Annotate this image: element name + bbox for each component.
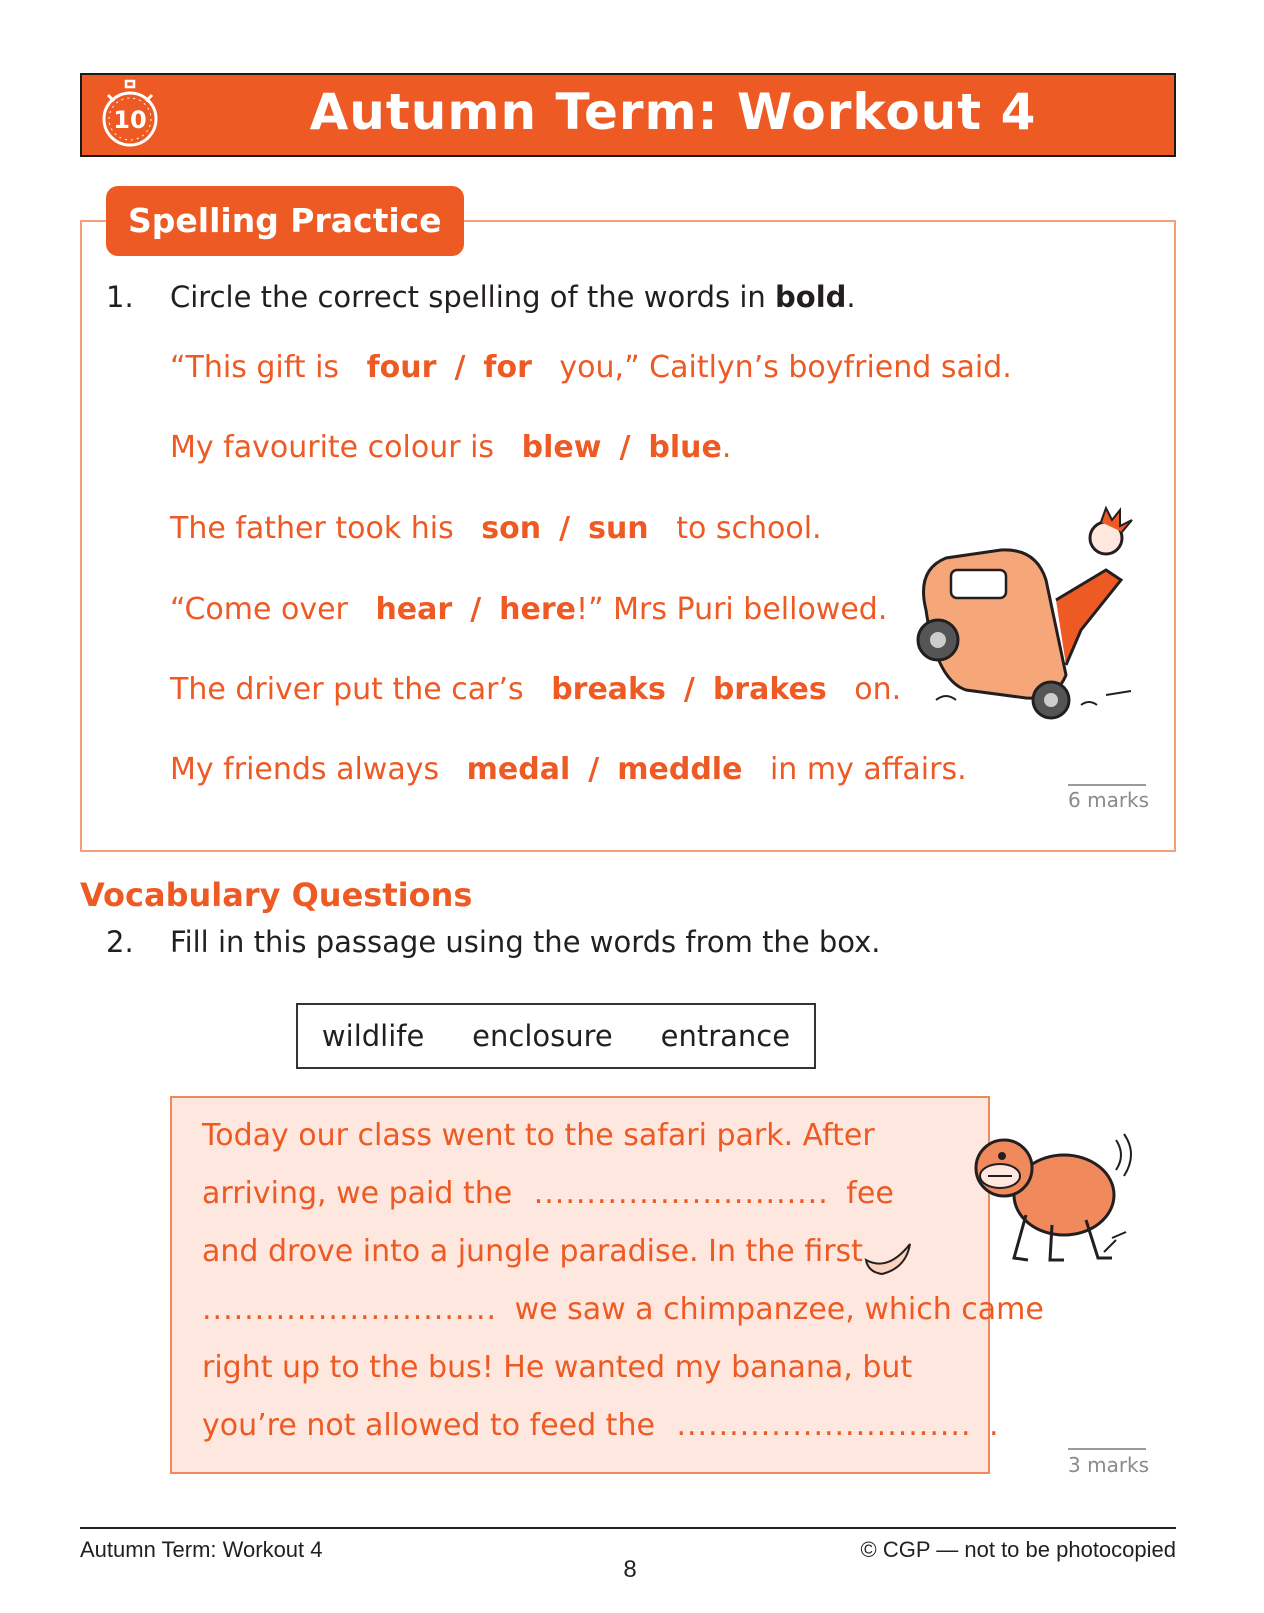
passage-text: we saw a chimpanzee, which came [514,1292,1044,1327]
question-1-number: 1. [106,280,134,314]
instruction-period: . [846,280,856,314]
passage-line-5: right up to the bus! He wanted my banana, but [202,1350,913,1385]
question-1-instruction [170,280,856,314]
passage-text: fee [846,1176,894,1211]
sentence-text: on. [854,672,902,707]
spelling-option-a[interactable]: breaks [551,672,666,707]
spelling-option-b[interactable]: blue [648,430,722,465]
passage-line-6 [202,1408,999,1443]
answer-blank-3[interactable]: ............................ [676,1408,972,1443]
answer-blank-1[interactable]: ............................ [533,1176,829,1211]
option-separator: / [470,592,482,627]
vocabulary-heading: Vocabulary Questions [80,876,473,914]
spelling-option-b[interactable]: brakes [712,672,827,707]
option-separator: / [454,350,466,385]
spelling-option-a[interactable]: four [366,350,437,385]
spelling-section-tab: Spelling Practice [106,186,464,256]
word-bank-box [296,1003,816,1069]
option-separator: / [683,672,695,707]
instruction-text: Circle the correct spelling of the words in [170,280,776,314]
passage-line-4 [202,1292,1044,1327]
spelling-sentence-3 [170,511,822,546]
spelling-option-b[interactable]: meddle [617,752,743,787]
spelling-sentence-5 [170,672,901,707]
sentence-text: in my affairs. [769,752,967,787]
spelling-sentence-2 [170,430,731,465]
chimpanzee-illustration [966,1120,1136,1270]
spelling-option-b[interactable]: for [483,350,532,385]
spelling-sentence-4 [170,592,887,627]
word-bank-item: entrance [660,1019,791,1053]
passage-box [170,1096,1044,1474]
spelling-option-a[interactable]: medal [466,752,571,787]
instruction-bold-word: bold [775,280,847,314]
option-separator: / [588,752,600,787]
marks-rule [1068,1448,1146,1450]
passage-text: arriving, we paid the [202,1176,513,1211]
passage-text: . [989,1408,999,1443]
sentence-text: !” Mrs Puri bellowed. [576,592,888,627]
spelling-option-a[interactable]: hear [375,592,453,627]
passage-line-2 [202,1176,894,1211]
question-2-instruction: Fill in this passage using the words from the box. [170,925,881,959]
header-banner [80,73,1176,157]
footer-rule [80,1527,1176,1529]
sentence-text: “This gift is [170,350,340,385]
page-title: Autumn Term: Workout 4 [309,83,1037,141]
passage-text: you’re not allowed to feed the [202,1408,655,1443]
sentence-text: My friends always [170,752,440,787]
page-number: 8 [623,1556,637,1583]
passage-line-3: and drove into a jungle paradise. In the first [202,1234,863,1269]
timer-minutes: 10 [113,106,147,134]
option-separator: / [619,430,631,465]
passage-line-1: Today our class went to the safari park. After [202,1118,875,1153]
sentence-text: The father took his [170,511,454,546]
copyright-notice: © CGP — not to be photocopied [860,1537,1176,1562]
sentence-text: to school. [676,511,822,546]
footer-title: Autumn Term: Workout 4 [80,1537,323,1562]
spelling-sentence-6 [170,752,967,787]
spelling-marks: 6 marks [1068,788,1150,812]
answer-blank-2[interactable]: ............................ [202,1292,498,1327]
spelling-option-b[interactable]: sun [588,511,649,546]
banana-icon [862,1238,918,1278]
spelling-option-a[interactable]: blew [521,430,602,465]
word-bank-item: wildlife [321,1019,425,1053]
car-cartoon-illustration [906,500,1156,730]
question-2-number: 2. [106,925,134,959]
sentence-text: . [721,430,732,465]
sentence-text: “Come over [170,592,348,627]
sentence-text: My favourite colour is [170,430,495,465]
marks-rule [1068,784,1146,786]
word-bank-item: enclosure [472,1019,613,1053]
spelling-option-b[interactable]: here [499,592,577,627]
sentence-text: The driver put the car’s [170,672,524,707]
spelling-sentence-1 [170,350,1012,385]
vocabulary-marks: 3 marks [1068,1453,1150,1477]
option-separator: / [559,511,571,546]
sentence-text: you,” Caitlyn’s boyfriend said. [559,350,1012,385]
spelling-option-a[interactable]: son [481,511,542,546]
